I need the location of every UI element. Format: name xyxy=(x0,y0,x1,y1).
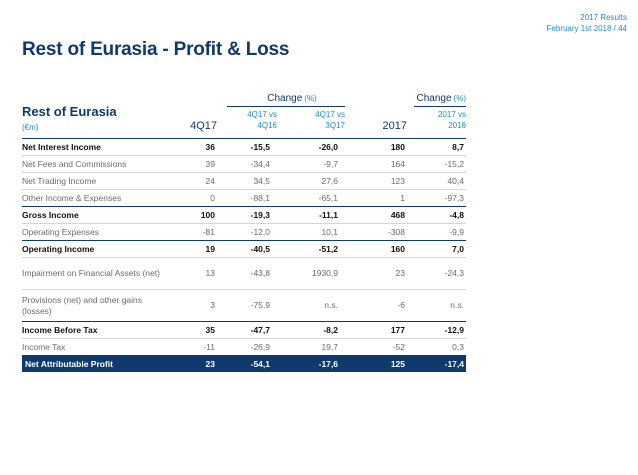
cell-vs-4q16: -43,8 xyxy=(217,258,272,290)
row-label: Net Interest Income xyxy=(22,139,172,156)
change-group-year xyxy=(414,93,466,104)
sub-head-vs-3q17-line1: 4Q17 vs xyxy=(315,110,345,119)
row-label: Operating Income xyxy=(22,241,172,258)
table-row xyxy=(22,224,466,241)
cell-vs-2016: 0,3 xyxy=(407,339,466,356)
cell-vs-2016: -9,9 xyxy=(407,224,466,241)
cell-vs-4q16: -26,9 xyxy=(217,339,272,356)
table-row xyxy=(22,241,466,258)
col-head-2017: 2017 xyxy=(382,120,407,132)
unit-label: (€m) xyxy=(22,123,39,132)
cell-4q17: -81 xyxy=(172,224,217,241)
table-row xyxy=(22,139,466,156)
change-pct: (%) xyxy=(304,94,317,103)
cell-4q17: 3 xyxy=(172,290,217,322)
cell-4q17: 36 xyxy=(172,139,217,156)
cell-vs-3q17: -17,6 xyxy=(272,356,340,373)
cell-4q17: 23 xyxy=(172,356,217,373)
cell-vs-2016: -97,3 xyxy=(407,190,466,207)
cell-vs-2016: -24,3 xyxy=(407,258,466,290)
cell-2017: 23 xyxy=(340,258,407,290)
row-label: Net Fees and Commissions xyxy=(22,156,172,173)
cell-vs-4q16: -12,0 xyxy=(217,224,272,241)
cell-vs-2016: 7,0 xyxy=(407,241,466,258)
cell-4q17: 100 xyxy=(172,207,217,224)
cell-vs-4q16: -15,5 xyxy=(217,139,272,156)
sub-head-vs-3q17 xyxy=(295,109,345,131)
table-row xyxy=(22,290,466,322)
table-row xyxy=(22,190,466,207)
table-row xyxy=(22,339,466,356)
cell-vs-4q16: -88,1 xyxy=(217,190,272,207)
cell-vs-3q17: 27,6 xyxy=(272,173,340,190)
header-meta xyxy=(547,12,628,34)
sub-head-vs-2016-line1: 2017 vs xyxy=(437,110,466,119)
row-label: Gross Income xyxy=(22,207,172,224)
cell-vs-3q17: 19,7 xyxy=(272,339,340,356)
cell-4q17: 0 xyxy=(172,190,217,207)
cell-4q17: 35 xyxy=(172,322,217,339)
cell-vs-3q17: n.s. xyxy=(272,290,340,322)
cell-2017: 468 xyxy=(340,207,407,224)
cell-vs-3q17: -11,1 xyxy=(272,207,340,224)
doc-title: 2017 Results xyxy=(580,13,627,22)
row-label: Other Income & Expenses xyxy=(22,190,172,207)
change-underline-year xyxy=(414,106,466,107)
sub-head-vs-4q16-line1: 4Q17 vs xyxy=(247,110,277,119)
cell-vs-2016: -17,4 xyxy=(407,356,466,373)
cell-vs-4q16: -34,4 xyxy=(217,156,272,173)
pnl-table xyxy=(22,138,466,372)
date-page: February 1st 2018 / 44 xyxy=(546,24,627,33)
sub-head-vs-4q16-line2: 4Q16 xyxy=(257,121,277,130)
cell-2017: 1 xyxy=(340,190,407,207)
table-row-highlight xyxy=(22,356,466,373)
cell-vs-3q17: -65,1 xyxy=(272,190,340,207)
cell-2017: 177 xyxy=(340,322,407,339)
cell-vs-4q16: 34,5 xyxy=(217,173,272,190)
cell-2017: 123 xyxy=(340,173,407,190)
cell-4q17: 39 xyxy=(172,156,217,173)
page-title: Rest of Eurasia - Profit & Loss xyxy=(22,39,290,60)
change-group-quarter xyxy=(232,93,352,104)
row-label: Impairment on Financial Assets (net) xyxy=(22,258,172,290)
cell-vs-3q17: -8,2 xyxy=(272,322,340,339)
cell-4q17: 24 xyxy=(172,173,217,190)
sub-head-vs-2016-line2: 2016 xyxy=(448,121,466,130)
cell-2017: 164 xyxy=(340,156,407,173)
cell-2017: -6 xyxy=(340,290,407,322)
cell-vs-4q16: -47,7 xyxy=(217,322,272,339)
cell-vs-3q17: 1930,9 xyxy=(272,258,340,290)
table-row xyxy=(22,322,466,339)
cell-vs-3q17: 10,1 xyxy=(272,224,340,241)
row-label: Operating Expenses xyxy=(22,224,172,241)
row-label: Income Tax xyxy=(22,339,172,356)
table-row xyxy=(22,207,466,224)
cell-2017: -52 xyxy=(340,339,407,356)
section-title: Rest of Eurasia xyxy=(22,104,117,119)
cell-vs-2016: 8,7 xyxy=(407,139,466,156)
cell-vs-4q16: -54,1 xyxy=(217,356,272,373)
cell-vs-4q16: -75,9 xyxy=(217,290,272,322)
cell-4q17: -11 xyxy=(172,339,217,356)
row-label: Net Attributable Profit xyxy=(22,356,172,373)
cell-vs-2016: -12,9 xyxy=(407,322,466,339)
cell-2017: 125 xyxy=(340,356,407,373)
sub-head-vs-3q17-line2: 3Q17 xyxy=(325,121,345,130)
cell-vs-2016: n.s. xyxy=(407,290,466,322)
change-label: Change xyxy=(267,93,303,104)
table-header xyxy=(22,90,466,138)
change-underline-quarter xyxy=(227,106,345,107)
table-row xyxy=(22,173,466,190)
cell-vs-3q17: -9,7 xyxy=(272,156,340,173)
change-pct-2: (%) xyxy=(453,94,466,103)
cell-2017: 160 xyxy=(340,241,407,258)
row-label: Income Before Tax xyxy=(22,322,172,339)
table-row xyxy=(22,258,466,290)
row-label: Net Trading Income xyxy=(22,173,172,190)
cell-vs-2016: -4,8 xyxy=(407,207,466,224)
cell-4q17: 19 xyxy=(172,241,217,258)
cell-2017: -308 xyxy=(340,224,407,241)
cell-vs-3q17: -26,0 xyxy=(272,139,340,156)
col-head-4q17: 4Q17 xyxy=(190,120,217,132)
cell-vs-3q17: -51,2 xyxy=(272,241,340,258)
cell-vs-2016: -15,2 xyxy=(407,156,466,173)
cell-vs-4q16: -40,5 xyxy=(217,241,272,258)
cell-vs-4q16: -19,3 xyxy=(217,207,272,224)
cell-4q17: 13 xyxy=(172,258,217,290)
table-row xyxy=(22,156,466,173)
cell-2017: 180 xyxy=(340,139,407,156)
pnl-table-container xyxy=(22,90,466,372)
sub-head-vs-2016 xyxy=(414,109,466,131)
change-label-2: Change xyxy=(416,93,452,104)
sub-head-vs-4q16 xyxy=(227,109,277,131)
cell-vs-2016: 40,4 xyxy=(407,173,466,190)
row-label: Provisions (net) and other gains (losses) xyxy=(22,290,172,322)
